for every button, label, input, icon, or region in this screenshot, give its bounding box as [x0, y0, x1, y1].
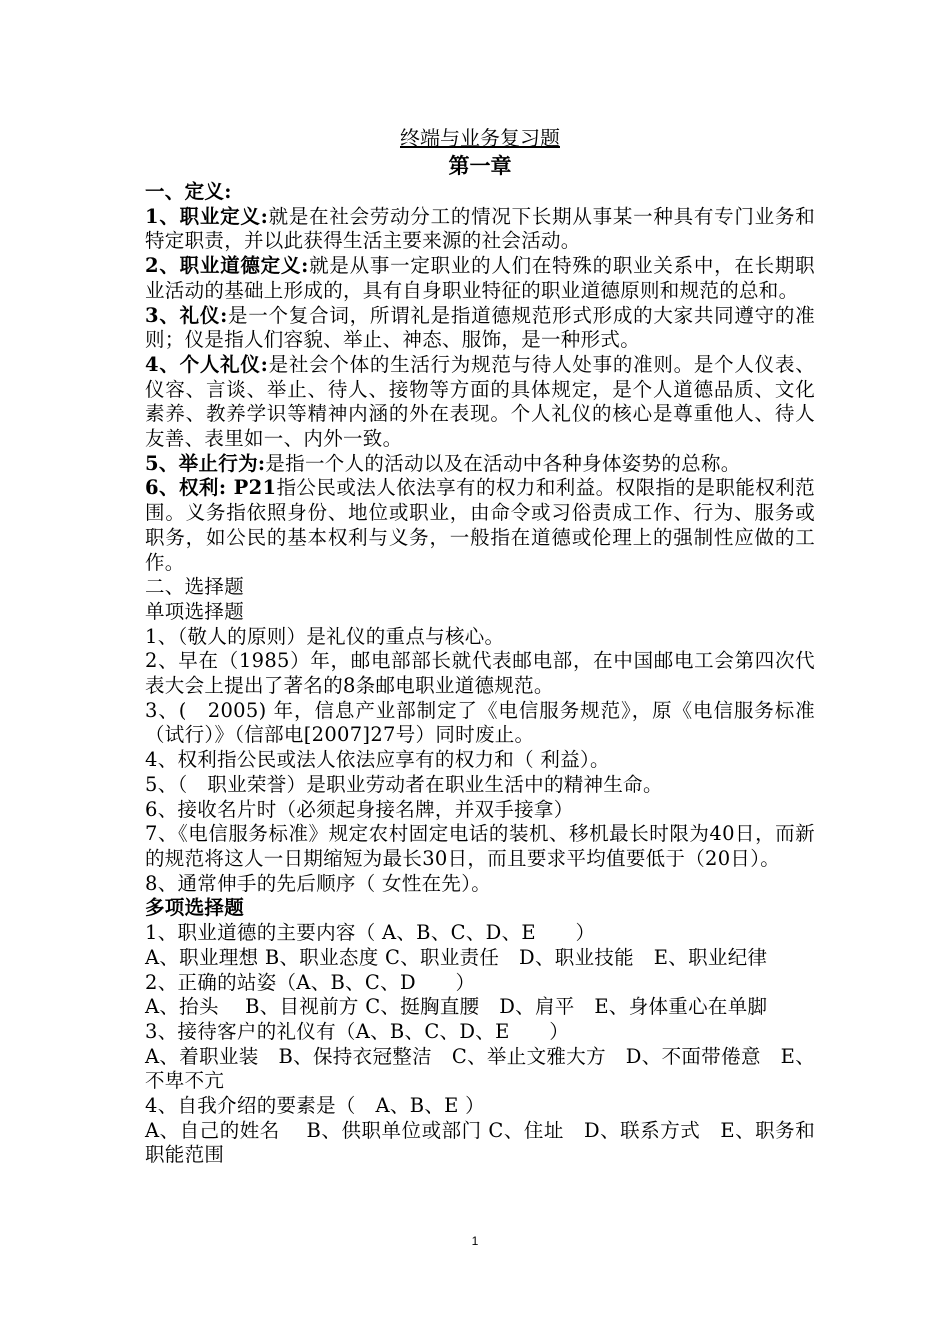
- single-choice-question: 4、权利指公民或法人依法应享有的权力和（ 利益）。: [145, 748, 610, 772]
- definition-label: 2、职业道德定义:: [145, 254, 309, 278]
- single-choice-question: 7、《电信服务标准》规定农村固定电话的装机、移机最长时限为40日，而新的规范将这人一日期缩短为最长30日，而且要求平均值要低于（20日）。: [145, 822, 815, 870]
- document-body: [145, 124, 815, 1168]
- section-heading-choice: 二、选择题: [145, 575, 245, 599]
- definition-text: 就是从事一定职业的人们在特殊的职业关系中，在长期职业活动的基础上形成的，具有自身职业特征的职业道德原则和规范的总和。: [145, 254, 815, 302]
- definition-item: [145, 353, 815, 452]
- single-choice-question: 3、( 2005) 年，信息产业部制定了《电信服务规范》，原《电信服务标准（试行）》（信部电[2007]27号）同时废止。: [145, 698, 815, 747]
- multi-choice-options: A、自己的姓名 B、供职单位或部门 C、住址 D、联系方式 E、职务和职能范围: [145, 1118, 815, 1167]
- definition-text: 是一个复合词，所谓礼是指道德规范形式形成的大家共同遵守的准则；仪是指人们容貌、举止、神态、服饰，是一种形式。: [145, 303, 815, 352]
- definition-label: 5、举止行为:: [145, 451, 266, 475]
- single-choice-question: 6、接收名片时（必须起身接名牌，并双手接拿）: [145, 797, 574, 821]
- definition-text: 是社会个体的生活行为规范与待人处事的准则。是个人仪表、仪容、言谈、举止、待人、接物等方面的具体规定，是个人道德品质、文化素养、教养学识等精神内涵的外在表现。个人礼仪的核心是尊重他人、待人友善、表里如一、内外一致。: [145, 352, 815, 451]
- single-choice-question: 8、通常伸手的先后顺序（ 女性在先）。: [145, 871, 492, 895]
- multi-choice-options: A、着职业装 B、保持衣冠整洁 C、举止文雅大方 D、不面带倦意 E、不卑不亢: [145, 1044, 815, 1093]
- definition-item: [145, 254, 815, 303]
- document-title: 终端与业务复习题: [400, 126, 560, 150]
- single-choice-heading: 单项选择题: [145, 599, 245, 623]
- page-number: 1: [471, 1234, 479, 1248]
- definition-label: 3、礼仪:: [145, 303, 228, 327]
- single-choice-question: 1、（敬人的原则）是礼仪的重点与核心。: [145, 624, 505, 648]
- definition-item: [145, 452, 815, 477]
- multi-choice-question: 4、自我介绍的要素是（ A、B、E ）: [145, 1094, 485, 1118]
- chapter-heading: 第一章: [448, 153, 512, 178]
- definition-label: 4、个人礼仪:: [145, 352, 269, 376]
- multi-choice-question: 1、职业道德的主要内容（ A、B、C、D、E ）: [145, 921, 596, 945]
- definition-item: [145, 304, 815, 353]
- definition-text: 是指一个人的活动以及在活动中各种身体姿势的总称。: [265, 451, 741, 475]
- definition-label: 1、职业定义:: [145, 204, 269, 228]
- multi-choice-question: 3、接待客户的礼仪有（A、B、C、D、E ）: [145, 1019, 570, 1043]
- single-choice-question: 5、（ 职业荣誉）是职业劳动者在职业生活中的精神生命。: [145, 772, 663, 796]
- multi-choice-heading: 多项选择题: [145, 896, 245, 920]
- definition-item: [145, 476, 815, 575]
- single-choice-question: 2、早在（1985）年，邮电部部长就代表邮电部，在中国邮电工会第四次代表大会上提出了著名的8条邮电职业道德规范。: [145, 649, 815, 698]
- section-heading-definitions: 一、定义:: [145, 180, 232, 203]
- multi-choice-options: A、职业理想 B、职业态度 C、职业责任 D、职业技能 E、职业纪律: [145, 945, 768, 969]
- definition-label: 6、权利: P21: [145, 476, 277, 500]
- multi-choice-question: 2、正确的站姿（A、B、C、D ）: [145, 970, 476, 994]
- definition-item: [145, 205, 815, 254]
- definition-text: 指公民或法人依法享有的权力和利益。权限指的是职能权利范围。义务指依照身份、地位或职业，由命令或习俗责成工作、行为、服务或职务，如公民的基本权利与义务，一般指在道德或伦理上的强制性应做的工作。: [145, 476, 815, 574]
- multi-choice-options: A、抬头 B、目视前方 C、挺胸直腰 D、肩平 E、身体重心在单脚: [145, 995, 768, 1019]
- definition-text: 就是在社会劳动分工的情况下长期从事某一种具有专门业务和特定职责，并以此获得生活主要来源的社会活动。: [145, 204, 815, 253]
